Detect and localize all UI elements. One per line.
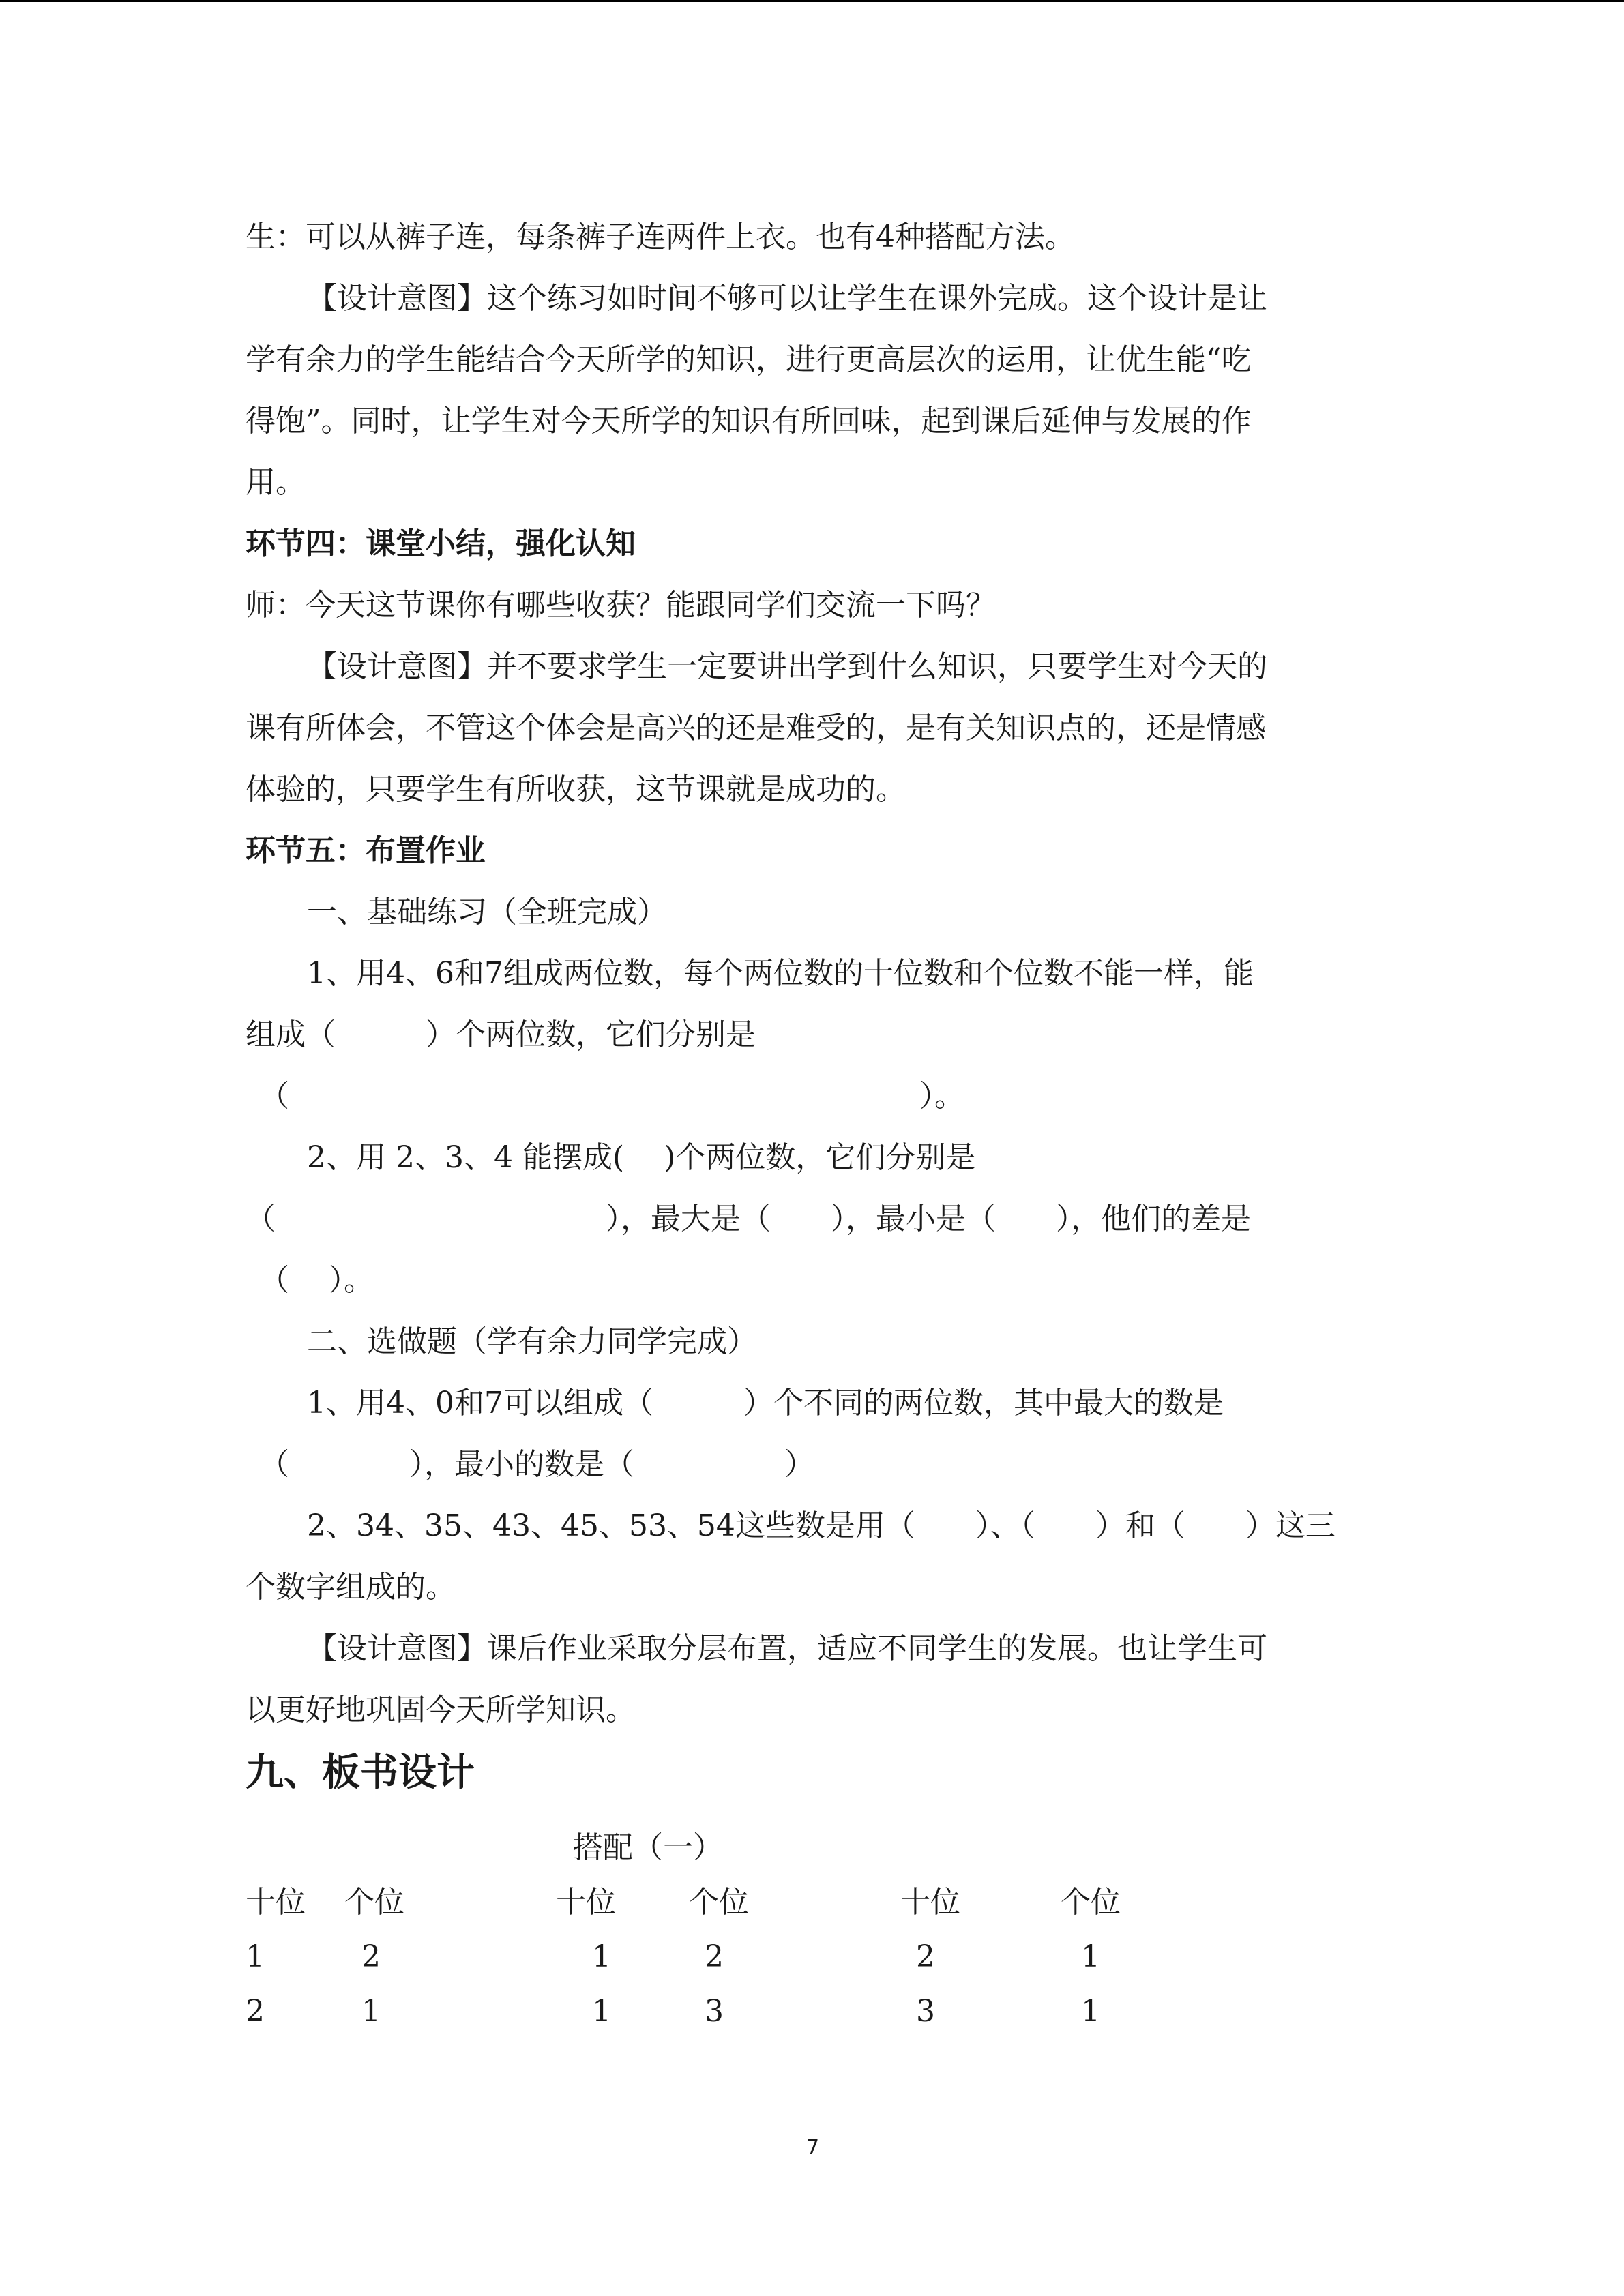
board-cell: 1 (246, 1939, 265, 1974)
paragraph-line: 1、用4、6和7组成两位数，每个两位数的十位数和个位数不能一样，能 (307, 956, 1254, 991)
board-cell: 3 (705, 1994, 724, 2029)
paragraph-line: 学有余力的学生能结合今天所学的知识，进行更高层次的运用，让优生能“吃 (246, 342, 1252, 377)
board-cell: 个位 (344, 1885, 404, 1920)
paragraph-line: 【设计意图】这个练习如时间不够可以让学生在课外完成。这个设计是让 (307, 281, 1267, 316)
paragraph-line: 一、基础练习（全班完成） (307, 895, 667, 929)
paragraph-line: 2、34、35、43、45、53、54这些数是用（ ）、（ ）和（ ）这三 (307, 1508, 1335, 1543)
paragraph-line: 1、用4、0和7可以组成（ ）个不同的两位数，其中最大的数是 (307, 1386, 1224, 1420)
paragraph-line: 体验的，只要学生有所收获，这节课就是成功的。 (246, 772, 906, 807)
board-cell: 十位 (246, 1885, 306, 1920)
paragraph-line: （ ），最小的数是（ ） (259, 1447, 814, 1482)
paragraph-line: 得饱”。同时，让学生对今天所学的知识有所回味，起到课后延伸与发展的作 (246, 404, 1252, 438)
paragraph-line: 个数字组成的。 (246, 1570, 456, 1605)
paragraph-line: 【设计意图】课后作业采取分层布置，适应不同学生的发展。也让学生可 (307, 1631, 1267, 1666)
board-cell: 2 (246, 1994, 265, 2029)
board-cell: 2 (916, 1939, 935, 1974)
paragraph-line: （ ）。 (259, 1079, 964, 1114)
board-cell: 1 (1081, 1939, 1100, 1974)
paragraph-line: （ ），最大是（ ），最小是（ ），他们的差是 (246, 1202, 1251, 1236)
board-cell: 个位 (689, 1885, 749, 1920)
paragraph-line: 组成（ ）个两位数，它们分别是 (246, 1017, 756, 1052)
board-cell: 1 (1081, 1994, 1100, 2029)
board-cell: 1 (592, 1939, 611, 1974)
paragraph-line: 以更好地巩固今天所学知识。 (246, 1693, 636, 1727)
paragraph-line: 生：可以从裤子连，每条裤子连两件上衣。也有4种搭配方法。 (246, 220, 1075, 254)
paragraph-line: 二、选做题（学有余力同学完成） (307, 1324, 757, 1359)
board-cell: 2 (361, 1939, 381, 1974)
board-title: 搭配（一） (573, 1830, 723, 1865)
paragraph-line: 师：今天这节课你有哪些收获？能跟同学们交流一下吗？ (246, 588, 996, 623)
paragraph-line: 课有所体会，不管这个体会是高兴的还是难受的，是有关知识点的，还是情感 (246, 711, 1266, 745)
page-number: 7 (806, 2136, 820, 2160)
paragraph-line: 【设计意图】并不要求学生一定要讲出学到什么知识，只要学生对今天的 (307, 649, 1267, 684)
board-cell: 1 (361, 1994, 381, 2029)
board-cell: 十位 (900, 1885, 960, 1920)
board-cell: 1 (592, 1994, 611, 2029)
paragraph-line: 2、用 2、3、4 能摆成( )个两位数，它们分别是 (307, 1140, 976, 1175)
board-cell: 2 (705, 1939, 724, 1974)
board-cell: 个位 (1061, 1885, 1121, 1920)
section-subheading: 环节四：课堂小结，强化认知 (246, 526, 636, 561)
section-subheading: 环节五：布置作业 (246, 833, 486, 868)
board-cell: 3 (916, 1994, 935, 2029)
section-heading: 九、板书设计 (246, 1750, 475, 1795)
paragraph-line: 用。 (246, 465, 306, 500)
board-cell: 十位 (556, 1885, 616, 1920)
paragraph-line: （ ）。 (259, 1263, 374, 1298)
